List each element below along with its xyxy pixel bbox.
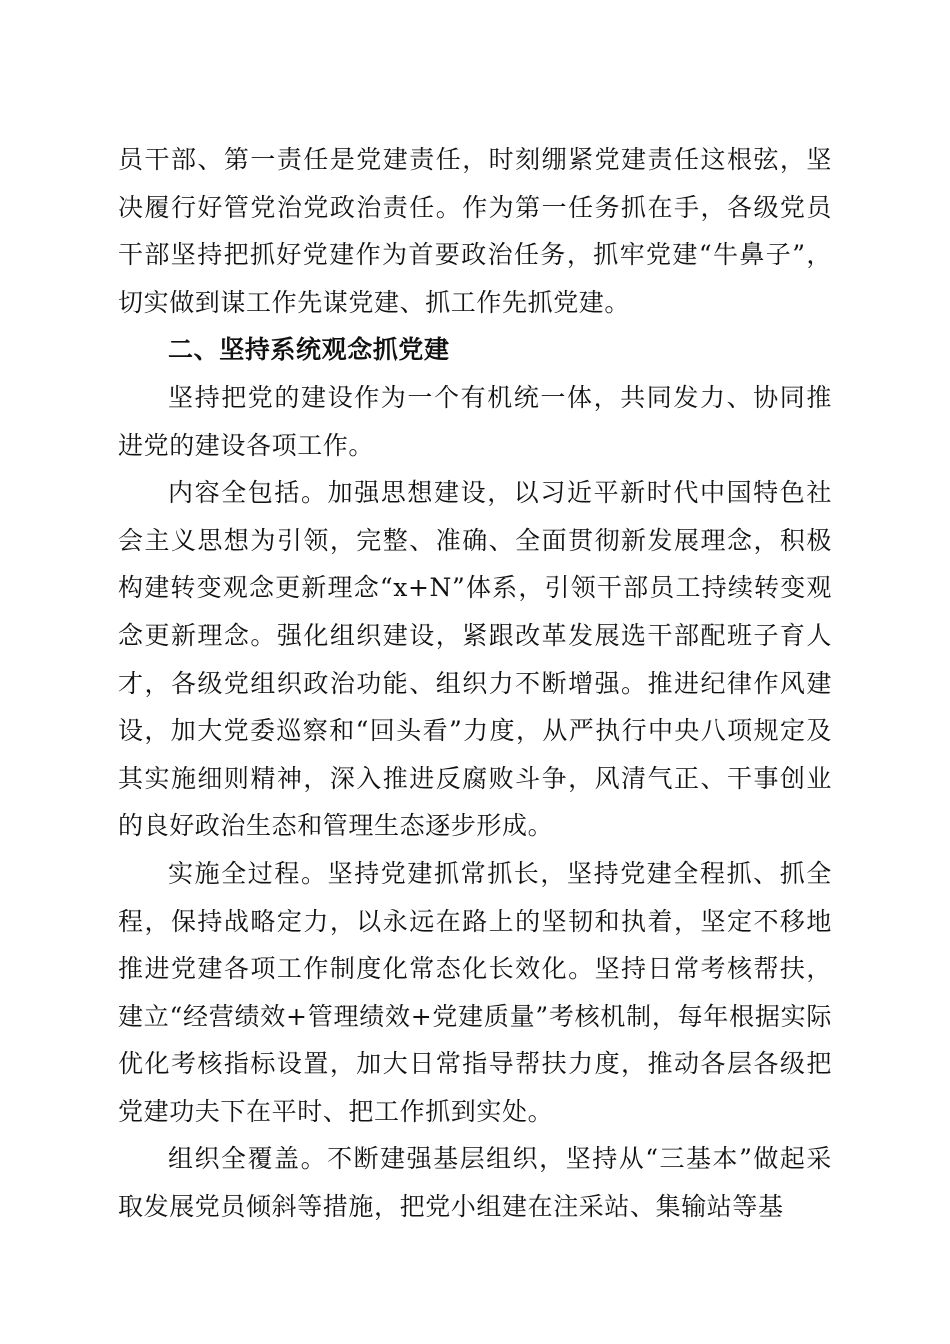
- paragraph-process: 实施全过程。坚持党建抓常抓长，坚持党建全程抓、抓全程，保持战略定力，以永远在路上的坚韧和执着，坚定不移地推进党建各项工作制度化常态化长效化。坚持日常考核帮扶，建立“经营绩效+管理绩效+党建质量”考核机制，每年根据实际优化考核指标设置，加大日常指导帮扶力度，推动各层各级把党建功夫下在平时、把工作抓到实处。: [118, 858, 832, 1126]
- paragraph-continuation: 员干部、第一责任是党建责任，时刻绷紧党建责任这根弦，坚决履行好管党治党政治责任。作为第一任务抓在手，各级党员干部坚持把抓好党建作为首要政治任务，抓牢党建“牛鼻子”，切实做到谋工作先谋党建、抓工作先抓党建。: [118, 145, 832, 317]
- paragraph-organization: 组织全覆盖。不断建强基层组织，坚持从“三基本”做起采取发展党员倾斜等措施，把党小组建在注采站、集输站等基: [118, 1144, 832, 1222]
- section-heading: 二、坚持系统观念抓党建: [168, 335, 450, 365]
- paragraph-content: 内容全包括。加强思想建设，以习近平新时代中国特色社会主义思想为引领，完整、准确、全面贯彻新发展理念，积极构建转变观念更新理念“x+N”体系，引领干部员工持续转变观念更新理念。强化组织建设，紧跟改革发展选干部配班子育人才，各级党组织政治功能、组织力不断增强。推进纪律作风建设，加大党委巡察和“回头看”力度，从严执行中央八项规定及其实施细则精神，深入推进反腐败斗争，风清气正、干事创业的良好政治生态和管理生态逐步形成。: [118, 478, 832, 841]
- document-body: [118, 136, 832, 1231]
- paragraph-intro: 坚持把党的建设作为一个有机统一体，共同发力、协同推进党的建设各项工作。: [118, 382, 832, 460]
